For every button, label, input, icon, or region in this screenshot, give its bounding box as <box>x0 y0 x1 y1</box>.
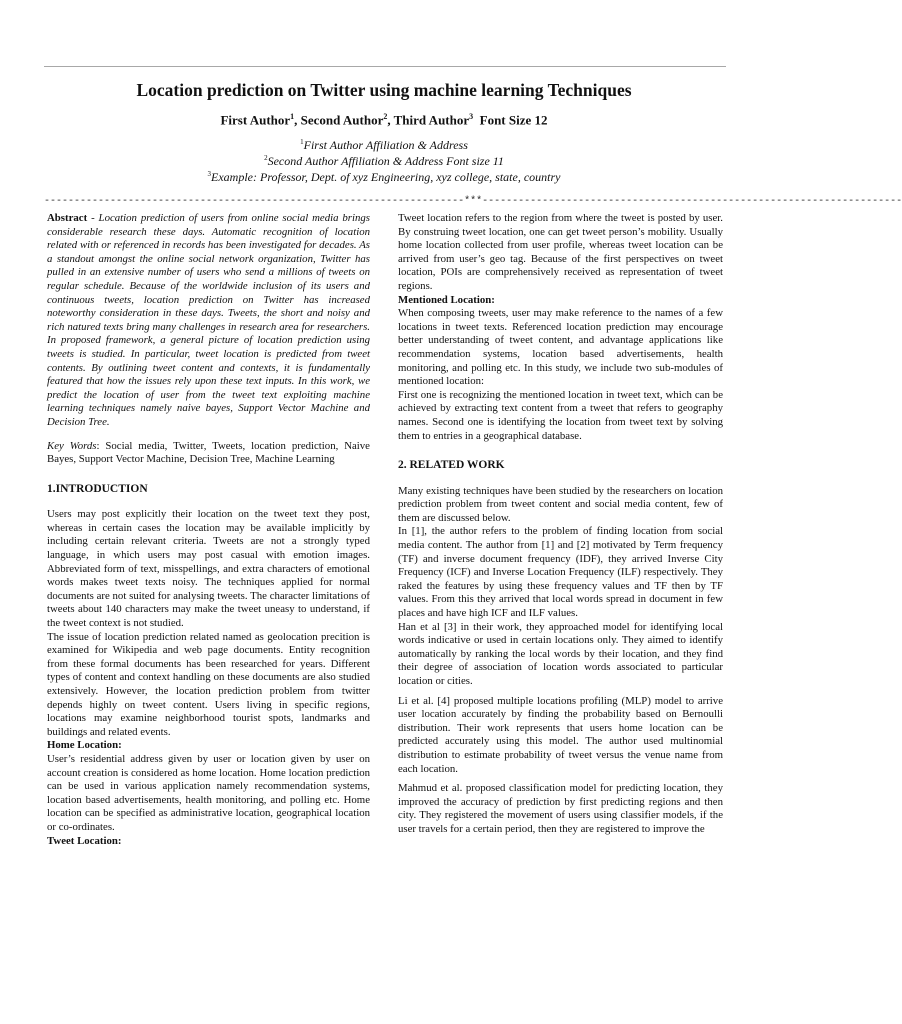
left-column <box>47 212 370 848</box>
section-separator: ----------------------------------------------------------------------***---------------------------------------------------------------------- <box>44 196 902 207</box>
keywords <box>47 440 370 467</box>
abstract-text: - Location prediction of users from online social media brings considerable research these days. Automatic recognition of location related with or referenced in records has been investigated for decades. As a standout amongst the online social network organization, Twitter has pulled in an extensive number of users who send a millions of tweets on regular schedule. Because of the worldwide inclusion of its users and continuous tweets, location prediction on Twitter has increased noteworthy consideration in these days. Tweets, the short and noisy and rich natured texts bring many challenges in research area for researchers. In proposed framework, a general picture of location prediction using tweets is studied. In particular, tweet location is predicted from tweet contents. By outlining tweet content and contexts, it is fundamentally featured that how the issues rely upon these text inputs. In this work, we predict the location of user from the tweet text exploiting machine learning techniques namely naive bayes, Support Vector Machine and Decision Tree. <box>47 212 370 428</box>
affiliation-2-text: Second Author Affiliation & Address Font size 11 <box>267 154 504 168</box>
author-3: Third Author <box>393 112 470 128</box>
intro-paragraph-1: Users may post explicitly their location on the tweet text they post, whereas in certain cases the location may be available implicitly by including certain relevant criteria. Tweets are not a strongly typed language, in which users may post casual with emotion images. Abbreviated form of text, misspellings, and extra characters of emotional words makes tweet texts noisy. The techniques applied for normal documents are not suited for analysing tweets. The character limitations of tweets about 140 characters may make the tweet uneasy to understand, if the tweet context is not studied. <box>47 508 370 630</box>
affiliation-1 <box>0 138 768 153</box>
top-rule <box>44 66 726 67</box>
keywords-label: Key Words <box>47 439 97 452</box>
abstract-label: Abstract <box>47 212 88 224</box>
author-1-sup: 1 <box>290 112 295 121</box>
affiliation-2 <box>0 154 768 169</box>
home-location-heading: Home Location: <box>47 739 122 752</box>
affiliation-3-text: Example: Professor, Dept. of xyz Engineering, xyz college, state, country <box>211 170 561 184</box>
author-line <box>0 112 768 128</box>
related-work-paragraph-1: Many existing techniques have been studied by the researchers on location prediction problem from tweet content and social media content, few of them are discussed below. <box>398 484 723 524</box>
related-work-paragraph-3: Han et al [3] in their work, they approached model for identifying local words indicative or used in certain locations only. They aimed to identify automatically by ranking the local words by their location, and they find their degree of association of location words associated to particular location or cities. <box>398 620 723 687</box>
intro-heading: 1.INTRODUCTION <box>47 482 148 495</box>
related-work-heading: 2. RELATED WORK <box>398 459 505 472</box>
author-2-sup: 2 <box>383 112 388 121</box>
tweet-location-text: Tweet location refers to the region from where the tweet is posted by user. By construing tweet location, one can get tweet person’s mobility. Usually home location collected from user profile, whereas tweet location can be arrived from user’s geo tag. Because of the first perspectives on tweet location, POIs are comprehensively received as representation of tweet regions. <box>398 212 723 292</box>
related-work-paragraph-2: In [1], the author refers to the problem of finding location from social media content. The author from [1] and [2] motivated by Term frequency (TF) and inverse document frequency (IDF), they arrived Inverse City Frequency (ICF) and Inverse Location Frequency (ILF) respectively. They raked the features by using these frequency values and TF then by TF values. From this they arrived that local words spread in document in few places and have high ICF and ILF values. <box>398 525 723 620</box>
keywords-text: : Social media, Twitter, Tweets, location prediction, Naive Bayes, Support Vector Machine, Decision Tree, Machine Learning <box>47 439 370 466</box>
tweet-location-heading: Tweet Location: <box>47 834 122 847</box>
mentioned-location-paragraph-2: First one is recognizing the mentioned location in tweet text, which can be achieved by extracting text content from a tweet that refers to geography names. Second one is identifying the location from tweet text by solving them to entries in a geographical database. <box>398 388 723 442</box>
affiliation-3 <box>0 170 768 185</box>
abstract <box>47 212 370 430</box>
author-1: First Author <box>220 112 291 128</box>
right-column <box>398 212 723 837</box>
affiliation-1-text: First Author Affiliation & Address <box>303 138 468 152</box>
affiliation-2-sup: 2 <box>264 154 268 162</box>
affiliation-3-sup: 3 <box>207 170 212 178</box>
author-font-note: Font Size 12 <box>473 112 548 128</box>
affiliation-1-sup: 1 <box>300 138 304 146</box>
mentioned-location-paragraph-1: When composing tweets, user may make reference to the names of a few locations in tweet texts. Referenced location prediction may encourage better understanding of tweet content, and advantage applications like recommendation systems, location based advertisements, health monitoring, and polling etc. In this study, we include two sub-modules of mentioned location: <box>398 307 723 388</box>
author-sep-1: , <box>294 112 301 128</box>
related-work-paragraph-4: Li et al. [4] proposed multiple locations profiling (MLP) model to arrive user location accurately by finding the probability based on Bernoulli distribution. Their work represents that users home location can be predicted accurately using this model. The author used multinomial distribution to estimate probability of tweet versus the venue name from each location. <box>398 694 723 775</box>
mentioned-location-heading: Mentioned Location: <box>398 293 495 306</box>
intro-paragraph-2: The issue of location prediction related named as geolocation precition is examined for Wikipedia and web page documents. Entity recognition from these formal documents has been researched for years. Different types of content and context handling on these documents are also studied extensively. However, the location prediction problem from twitter depends highly on tweet content. Users living in specific regions, locations may examine neighborhood tourist spots, landmarks and buildings and related events. <box>47 630 370 738</box>
author-3-sup: 3 <box>469 112 474 121</box>
author-2: Second Author <box>300 112 384 128</box>
related-work-paragraph-5: Mahmud et al. proposed classification model for predicting location, they improved the accuracy of prediction by first predicting regions and then city. They registered the movement of users using classifier models, if the user travels for a certain period, then they are registered to improve the <box>398 782 723 835</box>
paper-title: Location prediction on Twitter using machine learning Techniques <box>136 80 632 100</box>
author-sep-2: , <box>387 112 394 128</box>
home-location-text: User’s residential address given by user or location given by user on account creation is considered as home location. Home location prediction can be used in various application namely recommendation systems, location based advertisements, health monitoring, and polling etc. Home location can be specified as administrative location, geographical location or co-ordinates. <box>47 752 370 833</box>
